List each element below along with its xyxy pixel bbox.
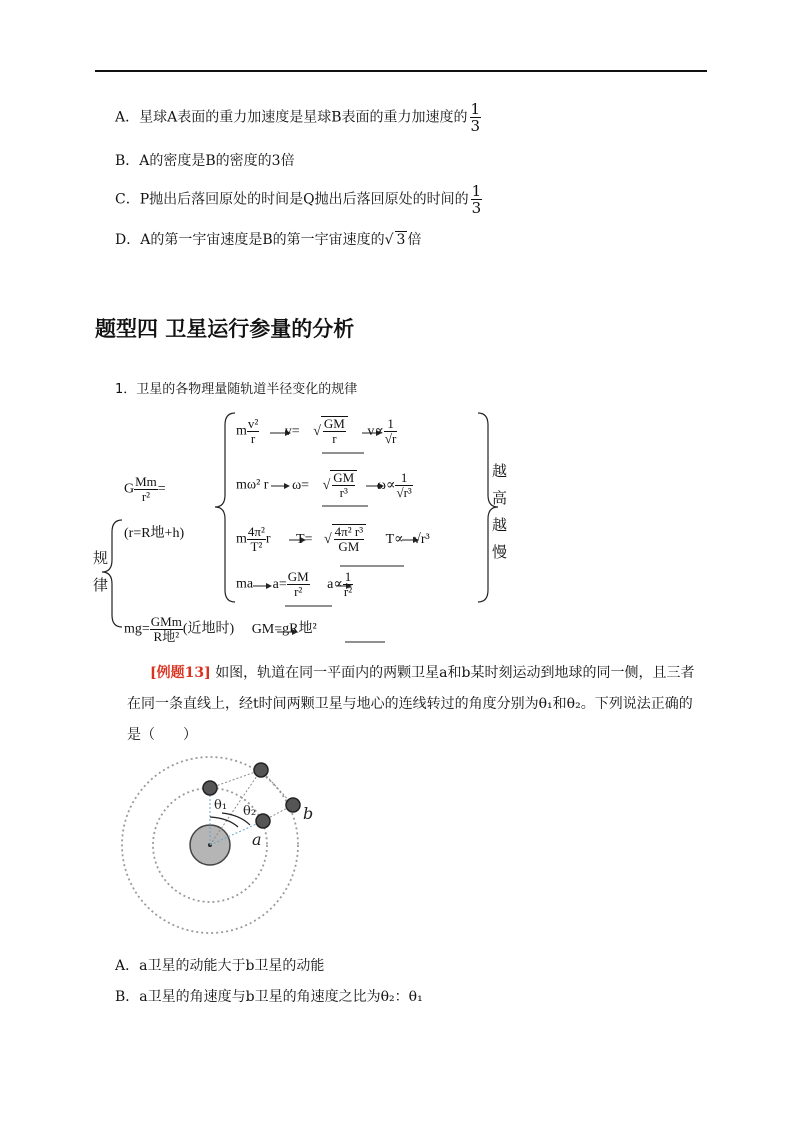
frac-den: √r³ <box>396 485 412 500</box>
term: ω= <box>291 477 310 493</box>
label-b: b <box>303 804 314 823</box>
fraction <box>343 570 353 599</box>
fraction <box>384 417 397 446</box>
option-b-bottom: B．a卫星的角速度与b卫星的角速度之比为θ₂：θ₁ <box>115 989 423 1005</box>
example-line-2: 在同一条直线上，经t时间两颗卫星与地心的连线转过的角度分别为θ₁和θ₂。下列说法正确的 <box>127 696 693 712</box>
frac-den: R地² <box>153 629 180 644</box>
fraction <box>134 475 158 504</box>
frac-den: r³ <box>339 485 348 500</box>
term: √r³ <box>413 531 430 547</box>
g-symbol: G <box>124 481 135 497</box>
frac-den: 3 <box>470 117 481 135</box>
term: v∝ <box>367 423 384 439</box>
term: GM= <box>251 621 283 637</box>
option-d-top: D．A的第一宇宙速度是B的第一宇宙速度的√ 3 倍 <box>115 232 422 248</box>
term: ω∝ <box>376 477 396 493</box>
term: gR地² <box>282 621 317 637</box>
option-a-bottom: A．a卫星的动能大于b卫星的动能 <box>115 958 325 974</box>
frac-num: 1 <box>470 100 481 118</box>
frac-den: r² <box>141 489 151 504</box>
equals: = <box>157 481 166 497</box>
frac-num: 1 <box>395 471 412 486</box>
formula-row-velocity: m $\frac{\text{v²}}{r}$ v= √ $\frac{GM}{r}$ v∝ $\frac{1}{√r}$ <box>236 416 397 446</box>
frac-den: r² <box>294 584 303 599</box>
fraction <box>247 525 266 554</box>
formula-near-earth <box>124 615 317 644</box>
fraction <box>287 570 310 599</box>
frac-den: r² <box>343 584 353 599</box>
term: T= <box>296 531 313 547</box>
section-subheading: 1．卫星的各物理量随轨道半径变化的规律 <box>115 382 358 397</box>
satellite-b-start <box>254 763 268 777</box>
satellite-a <box>256 814 270 828</box>
example-line-3: 是（ ） <box>127 727 197 743</box>
frac-den: r <box>250 431 256 446</box>
satellite-b <box>286 798 300 812</box>
satellite-a-start <box>203 781 217 795</box>
frac-den: GM <box>338 539 360 554</box>
radius-condition: (r=R地+h) <box>124 526 185 541</box>
option-text: B．A的密度是B的密度的3倍 <box>115 153 295 169</box>
fraction <box>334 525 364 554</box>
example-line-1 <box>150 658 695 688</box>
example-text: 如图，轨道在同一平面内的两颗卫星a和b某时刻运动到地球的同一侧，且三者 <box>215 665 695 681</box>
option-text: D．A的第一宇宙速度是B的第一宇宙速度的 <box>115 232 385 248</box>
sqrt-value: 3 <box>396 232 406 248</box>
term: v= <box>284 423 300 439</box>
term: m <box>236 531 247 547</box>
term: r <box>265 531 271 547</box>
term: m <box>236 423 247 439</box>
label-rule: 规律 <box>93 549 109 594</box>
theta2-label: θ₂ <box>243 804 257 819</box>
term: a∝ <box>327 576 343 592</box>
theta1-label: θ₁ <box>214 798 228 813</box>
frac-num: 4π² <box>247 524 265 539</box>
label-a: a <box>252 830 262 849</box>
inner-brace <box>215 413 235 602</box>
fraction <box>247 417 259 446</box>
section-heading: 题型四 卫星运行参量的分析 <box>95 317 355 341</box>
frac-den: T² <box>250 539 263 554</box>
option-text: A．星球A表面的重力加速度是星球B表面的重力加速度的 <box>115 109 468 126</box>
fraction <box>323 417 346 446</box>
formula-row-angular: mω² r ω= √ $\frac{GM}{\text{r³}}$ ω∝ $\frac{1}{\text{√r³}}$ <box>236 470 412 500</box>
formula-row-acceleration <box>236 570 353 599</box>
option-text: C．P抛出后落回原处的时间是Q抛出后落回原处的时间的 <box>115 191 469 208</box>
frac-den: 3 <box>471 199 482 217</box>
term: T∝ <box>385 531 404 547</box>
gravity-expr <box>124 475 166 504</box>
frac-den: √r <box>384 431 397 446</box>
formula-row-period: m $\frac{\text{4π²}}{\text{T²}}$ r T= √ $\frac{\text{4π² r³}}{GM}$ T∝ √r³ <box>236 524 430 554</box>
option-suffix: 倍 <box>407 232 422 248</box>
fraction <box>332 471 355 500</box>
label-higher-slower: 越高越慢 <box>492 462 508 561</box>
frac-num: 1 <box>471 182 482 200</box>
frac-num: GM <box>333 470 355 485</box>
frac-num: v² <box>247 416 259 431</box>
term: ma <box>236 576 254 592</box>
fraction <box>395 471 412 500</box>
frac-num: 1 <box>384 417 397 432</box>
term: mg= <box>124 621 150 637</box>
example-tag: [例题13] <box>150 665 211 681</box>
frac-num: 4π² r³ <box>334 524 364 539</box>
frac-num: GM <box>287 569 309 584</box>
frac-num: Mm <box>135 474 157 489</box>
term: mω² r <box>236 477 269 493</box>
frac-num: 1 <box>344 569 352 584</box>
term: (近地时) <box>182 621 235 637</box>
fraction <box>150 615 183 644</box>
frac-num: GM <box>323 416 345 431</box>
frac-num: GMm <box>150 614 182 629</box>
orbit-figure <box>110 755 340 955</box>
term: a= <box>272 576 287 592</box>
frac-den: r <box>332 431 337 446</box>
